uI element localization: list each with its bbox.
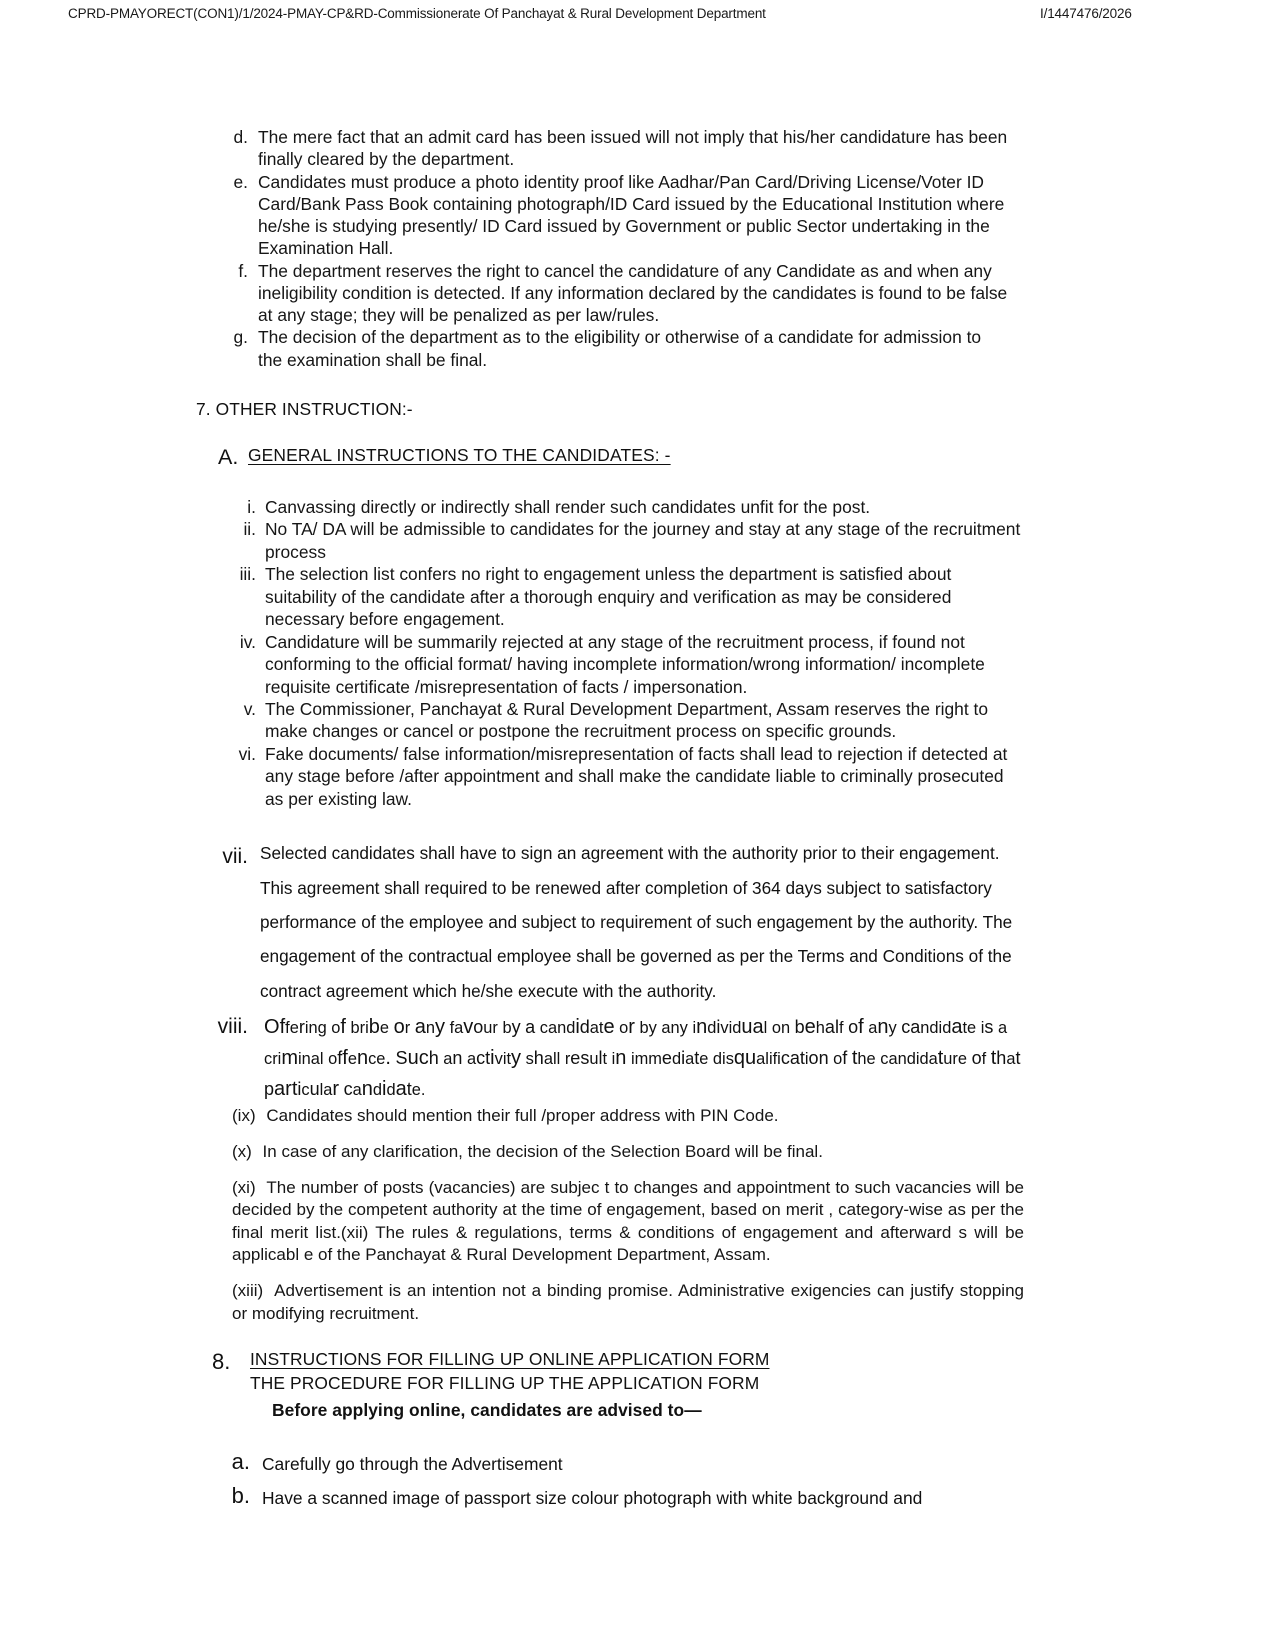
- paragraph-text: Candidates should mention their full /proper address with PIN Code.: [261, 1106, 779, 1126]
- paragraph: [232, 1141, 1024, 1164]
- section-title-underlined: INSTRUCTIONS FOR FILLING UP ONLINE APPLICATION FORM: [250, 1349, 770, 1370]
- section-heading-8: [212, 1349, 1275, 1421]
- list-item: [212, 1482, 1027, 1510]
- list-text: Canvassing directly or indirectly shall render such candidates unfit for the post.: [265, 496, 871, 517]
- paragraph-text: In case of any clarification, the decision of the Selection Board will be final.: [257, 1141, 823, 1161]
- list-marker: e.: [233, 171, 248, 192]
- list-item: [218, 563, 1023, 630]
- list-item: [218, 126, 1008, 171]
- paragraph-marker: (xi): [232, 1177, 256, 1197]
- paragraph: [232, 1105, 1024, 1128]
- list-marker: vi.: [238, 743, 256, 764]
- list-text: Fake documents/ false information/misrepresentation of facts shall lead to rejection if detected at any stage before /after appointment and shall make the candidate liable to criminally prosecuted as per existing law.: [265, 743, 1008, 809]
- page-header: [0, 6, 1275, 28]
- list-item: [218, 631, 1023, 698]
- list-marker: d.: [233, 127, 248, 147]
- list-text: The mere fact that an admit card has been issued will not imply that his/her candidature has been finally cleared by the department.: [258, 127, 1008, 170]
- list-text: Candidates must produce a photo identity proof like Aadhar/Pan Card/Driving License/Voter ID Card/Bank Pass Book containing photograph/ID Card issued by the Educational Institution where he/she is studying presently/ ID Card issued by Government or public Sector undertaking in the Examination Hall.: [258, 171, 1005, 259]
- list-text: The decision of the department as to the eligibility or otherwise of a candidate for admission to the examination shall be final.: [258, 327, 982, 370]
- paragraph: [232, 1280, 1024, 1325]
- section-heading-7: 7. OTHER INSTRUCTION:-: [196, 398, 413, 419]
- list-item: [218, 698, 1023, 743]
- paragraph-marker: (xiii): [232, 1281, 264, 1300]
- section-subtitle: THE PROCEDURE FOR FILLING UP THE APPLICATION FORM: [250, 1373, 760, 1394]
- paragraph-marker: (x): [232, 1141, 252, 1161]
- section-bold-note: Before applying online, candidates are advised to—: [272, 1400, 702, 1421]
- header-document-id: I/1447476/2026: [1040, 6, 1132, 21]
- list-marker: iv.: [239, 631, 256, 652]
- list-marker: iii.: [239, 564, 256, 585]
- clause-list-final: [212, 1451, 1027, 1509]
- paragraph-text: Advertisement is an intention not a binding promise. Administrative exigencies can justify stopping or modifying recruitment.: [232, 1281, 1024, 1323]
- subsection-title: GENERAL INSTRUCTIONS TO THE CANDIDATES: -: [248, 444, 671, 465]
- paragraph-text: The number of posts (vacancies) are subjec t to changes and appointment to such vacancies will be decided by the competent authority at the time of engagement, based on merit , category-wise as per the final merit list.(xii) The rules & regulations, terms & conditions of engagement and afterward s will be applicabl e of the Panchayat & Rural Development Department, Assam.: [232, 1177, 1024, 1265]
- list-item: [218, 496, 1023, 518]
- section-number: 8.: [212, 1349, 231, 1375]
- clause-list-alpha: [218, 126, 1008, 371]
- list-text: The selection list confers no right to engagement unless the department is satisfied about suitability of the candidate after a thorough enquiry and verification as may be considered necessary before engagement.: [265, 564, 952, 630]
- list-text: Candidature will be summarily rejected at any stage of the recruitment process, if found not conforming to the official format/ having incomplete information/wrong information/ incomplete requisite certificate /misrepresentation of facts / impersonation.: [265, 631, 985, 697]
- list-marker: b.: [231, 1482, 250, 1508]
- list-marker: viii.: [217, 1015, 248, 1039]
- clause-item-vii: [196, 836, 1024, 1008]
- list-marker: g.: [233, 327, 248, 348]
- list-text: The department reserves the right to cancel the candidature of any Candidate as and when any ineligibility condition is detected. If any information declared by the candidates is found to be false at any stage; they will be penalized as per law/rules.: [258, 260, 1008, 326]
- subsection-heading-a: [218, 445, 1275, 470]
- paragraph: [232, 1177, 1024, 1267]
- list-marker: vii.: [222, 845, 248, 869]
- header-file-reference: CPRD-PMAYORECT(CON1)/1/2024-PMAY-CP&RD-Commissionerate Of Panchayat & Rural Development Department: [68, 6, 766, 21]
- list-text: Carefully go through the Advertisement: [262, 1454, 563, 1475]
- list-marker: i.: [247, 496, 256, 517]
- list-text: Have a scanned image of passport size colour photograph with white background and: [262, 1487, 923, 1508]
- list-marker: a.: [231, 1449, 250, 1475]
- clause-list-bracketed: [232, 1105, 1024, 1325]
- list-item: [218, 518, 1023, 563]
- list-item: [218, 171, 1008, 260]
- list-item: [218, 260, 1008, 327]
- list-item: [218, 743, 1023, 810]
- list-text: The Commissioner, Panchayat & Rural Development Department, Assam reserves the right to make changes or cancel or postpone the recruitment process on specific grounds.: [265, 699, 988, 742]
- document-body: [0, 126, 1275, 1518]
- list-item: [218, 326, 1008, 371]
- list-item: [212, 1451, 1027, 1476]
- section-heading-lines: [250, 1349, 1275, 1421]
- list-marker: f.: [238, 260, 248, 281]
- subsection-letter: A.: [218, 444, 239, 469]
- list-marker: v.: [243, 699, 256, 719]
- list-text: No TA/ DA will be admissible to candidates for the journey and stay at any stage of the recruitment process: [265, 519, 1021, 562]
- clause-list-roman: [218, 496, 1023, 810]
- clause-item-viii: [196, 1012, 1024, 1105]
- list-text: Offering of bribe or any favour by a candidate or by any individual on behalf of any candidate is a criminal offence. Such an activity shall result in immediate disqualification of the candidature of that particular candidate.: [264, 1016, 1021, 1101]
- list-text: Selected candidates shall have to sign an agreement with the authority prior to their engagement. This agreement shall required to be renewed after completion of 364 days subject to satisfactory performance of the employee and subject to requirement of such engagement by the authority. The engagement of the contractual employee shall be governed as per the Terms and Conditions of the contract agreement which he/she execute with the authority.: [260, 843, 1013, 1001]
- paragraph-marker: (ix): [232, 1106, 256, 1126]
- list-marker: ii.: [243, 519, 256, 540]
